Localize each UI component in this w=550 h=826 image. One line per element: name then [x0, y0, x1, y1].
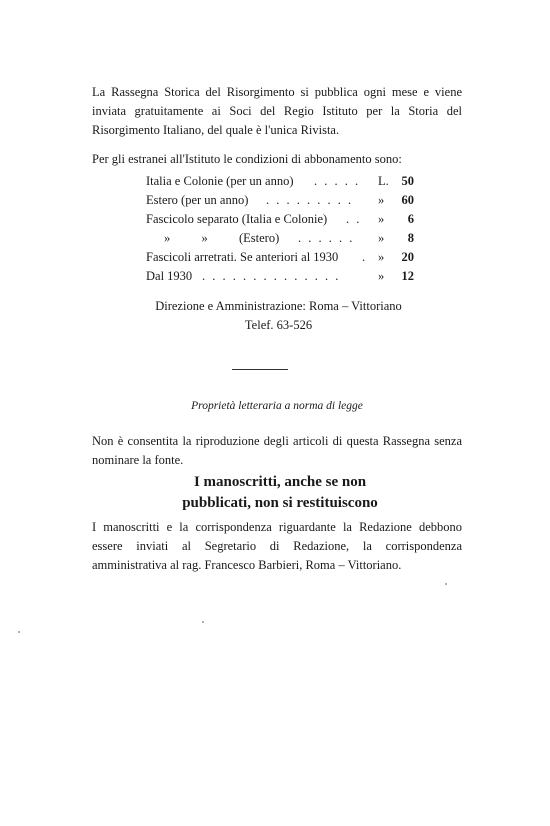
paper-speck	[18, 631, 20, 633]
administration-address: Direzione e Amministrazione: Roma – Vittoriano	[155, 299, 402, 313]
subscription-amount: 60	[401, 193, 414, 207]
subscription-amount: 50	[401, 174, 414, 188]
subscription-conditions-heading: Per gli estranei all'Istituto le condizioni di abbonamento sono:	[92, 152, 402, 166]
subscription-label: Italia e Colonie (per un anno)	[146, 174, 294, 188]
currency-mark: L.	[378, 174, 389, 188]
currency-mark: »	[378, 269, 385, 283]
subscription-row	[146, 210, 414, 229]
subscription-label: Fascicoli arretrati. Se anteriori al 1930	[146, 250, 339, 264]
leader-dots: . . . . . . . . . . . . . .	[202, 269, 341, 283]
subscription-row	[146, 267, 414, 286]
leader-dots: . . . . . .	[298, 231, 355, 245]
subscription-label: Dal 1930	[146, 269, 193, 283]
leader-dots: . .	[346, 212, 362, 226]
subscription-amount: 20	[401, 250, 414, 264]
currency-mark: »	[378, 193, 385, 207]
subscription-table	[146, 172, 414, 286]
manuscripts-notice: I manoscritti, anche se non pubblicati, non si restituiscono	[182, 474, 378, 511]
correspondence-paragraph: I manoscritti e la corrispondenza riguardante la Redazione debbono essere inviati al Segretario di Redazione, la corrispondenza amministrativa al rag. Francesco Barbieri, Roma – Vittoriano.	[92, 520, 462, 572]
subscription-amount: 12	[401, 269, 414, 283]
subscription-row	[146, 172, 414, 191]
leader-dots: . . . . . . . . .	[266, 193, 354, 207]
intro-paragraph: La Rassegna Storica del Risorgimento si pubblica ogni mese e viene inviata gratuitamente ai Soci del Regio Istituto per la Storia del Risorgimento Italiano, del quale è l'unica Rivista.	[92, 85, 462, 137]
section-divider	[232, 369, 288, 370]
leader-dots: .	[362, 250, 368, 264]
paper-speck	[202, 621, 204, 623]
administration-block	[146, 297, 411, 335]
subscription-label: Fascicolo separato (Italia e Colonie)	[146, 212, 328, 226]
currency-mark: »	[378, 231, 385, 245]
subscription-amount: 6	[407, 212, 414, 226]
reproduction-notice: Non è consentita la riproduzione degli articoli di questa Rassegna senza nominare la fonte.	[92, 434, 462, 467]
paper-speck	[445, 583, 447, 585]
subscription-label: Estero (per un anno)	[146, 193, 249, 207]
currency-mark: »	[378, 250, 385, 264]
subscription-row	[146, 248, 414, 267]
administration-phone: Telef. 63-526	[244, 318, 313, 332]
subscription-row	[146, 191, 414, 210]
subscription-row	[146, 229, 414, 248]
leader-dots: . . . . .	[314, 174, 361, 188]
currency-mark: »	[378, 212, 385, 226]
subscription-amount: 8	[407, 231, 414, 245]
subscription-label: » » (Estero)	[164, 231, 280, 245]
copyright-notice: Proprietà letteraria a norma di legge	[191, 400, 363, 412]
